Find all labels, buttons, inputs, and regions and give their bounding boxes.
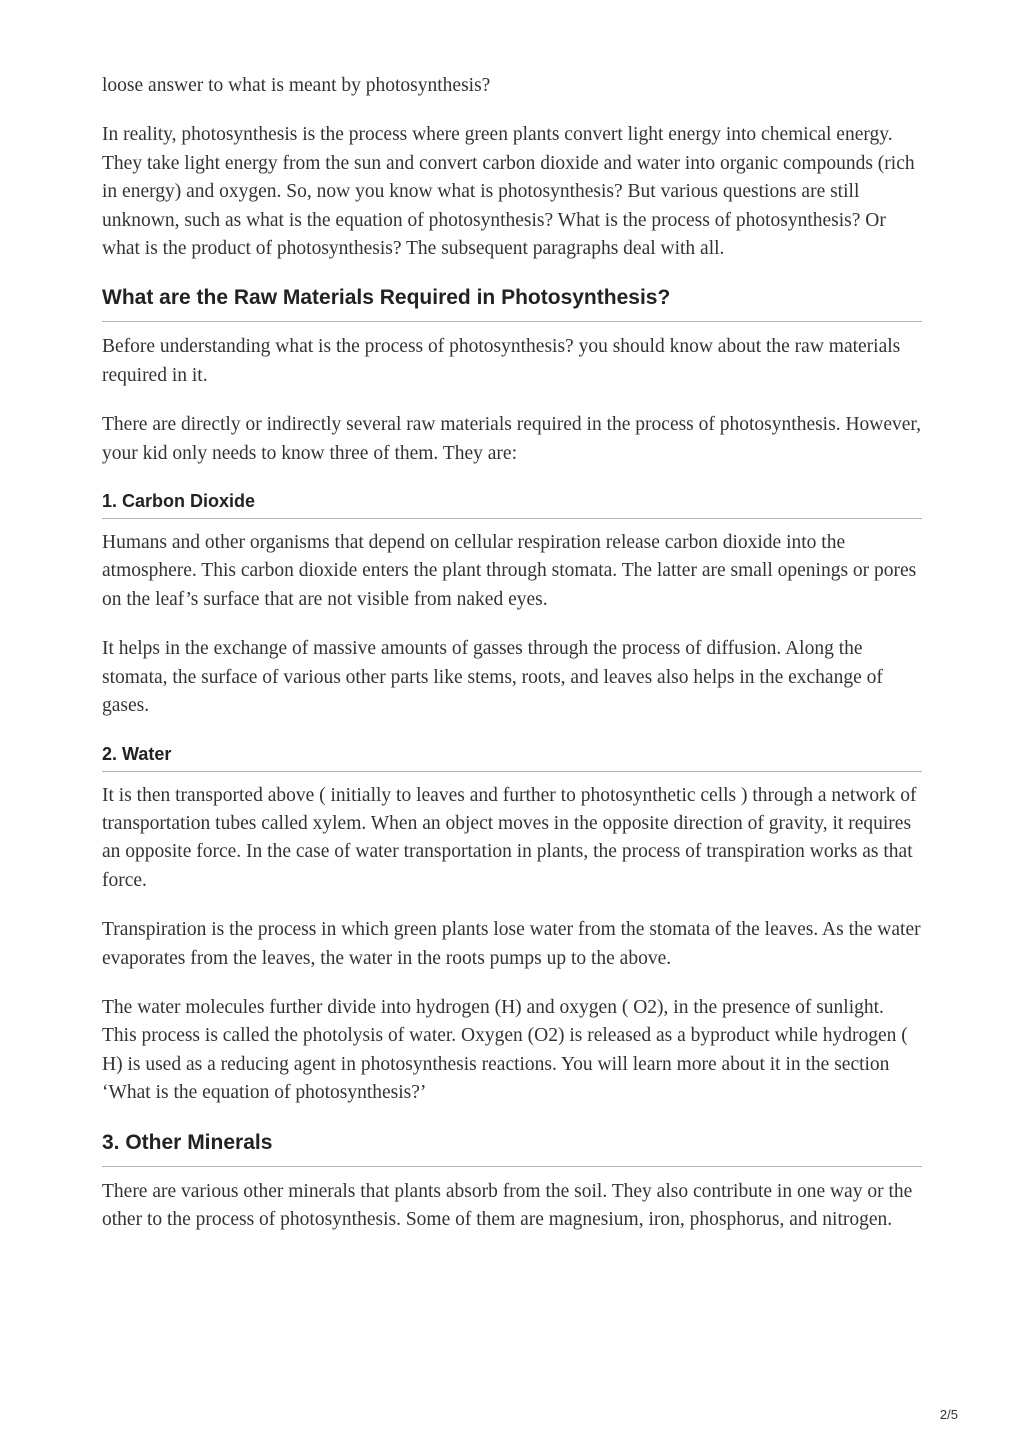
heading-raw-materials: What are the Raw Materials Required in Photosynthesis? — [102, 284, 922, 322]
paragraph-raw-materials-list: There are directly or indirectly several raw materials required in the process of photosynthesis. However, your kid only needs to know three of them. They are: — [102, 414, 921, 464]
paragraph-intro-continued: loose answer to what is meant by photosynthesis? — [102, 75, 491, 96]
paragraph-before-understanding: Before understanding what is the process of photosynthesis? you should know about the raw materials required in it. — [102, 336, 901, 386]
paragraph-gas-exchange: It helps in the exchange of massive amounts of gasses through the process of diffusion. Along the stomata, the surface of various other parts like stems, roots, and leaves also helps in the exchange of gases. — [102, 638, 883, 717]
page-number: 2/5 — [939, 1407, 958, 1422]
heading-other-minerals: 3. Other Minerals — [102, 1129, 922, 1167]
heading-water: 2. Water — [102, 742, 922, 772]
paragraph-transpiration: Transpiration is the process in which green plants lose water from the stomata of the leaves. As the water evaporates from the leaves, the water in the roots pumps up to the above. — [102, 919, 921, 969]
paragraph-photosynthesis-definition: In reality, photosynthesis is the process where green plants convert light energy into chemical energy. They take light energy from the sun and convert carbon dioxide and water into organic compounds (rich in energy) and oxygen. So, now you know what is photosynthesis? But various questions are still unknown, such as what is the equation of photosynthesis? What is the process of photosynthesis? Or what is the product of photosynthesis? The subsequent paragraphs deal with all. — [102, 124, 915, 260]
paragraph-photolysis: The water molecules further divide into hydrogen (H) and oxygen ( O2), in the presence of sunlight. This process is called the photolysis of water. Oxygen (O2) is released as a byproduct while hydrogen ( H) is used as a reducing agent in photosynthesis reactions. You will learn more about it in the section ‘What is the equation of photosynthesis?’ — [102, 996, 908, 1104]
paragraph-other-minerals: There are various other minerals that plants absorb from the soil. They also contribute in one way or the other to the process of photosynthesis. Some of them are magnesium, iron, phosphorus, and nitrogen. — [102, 1180, 913, 1230]
paragraph-xylem-transport: It is then transported above ( initially to leaves and further to photosynthetic cells ) through a network of transportation tubes called xylem. When an object moves in the opposite direction of gravity, it requires an opposite force. In the case of water transportation in plants, the process of transpiration works as that force. — [102, 784, 917, 891]
heading-carbon-dioxide: 1. Carbon Dioxide — [102, 489, 922, 519]
paragraph-carbon-dioxide-stomata: Humans and other organisms that depend on cellular respiration release carbon dioxide into the atmosphere. This carbon dioxide enters the plant through stomata. The latter are small openings or pores on the leaf’s surface that are not visible from naked eyes. — [102, 532, 917, 610]
document-page — [102, 72, 922, 1255]
